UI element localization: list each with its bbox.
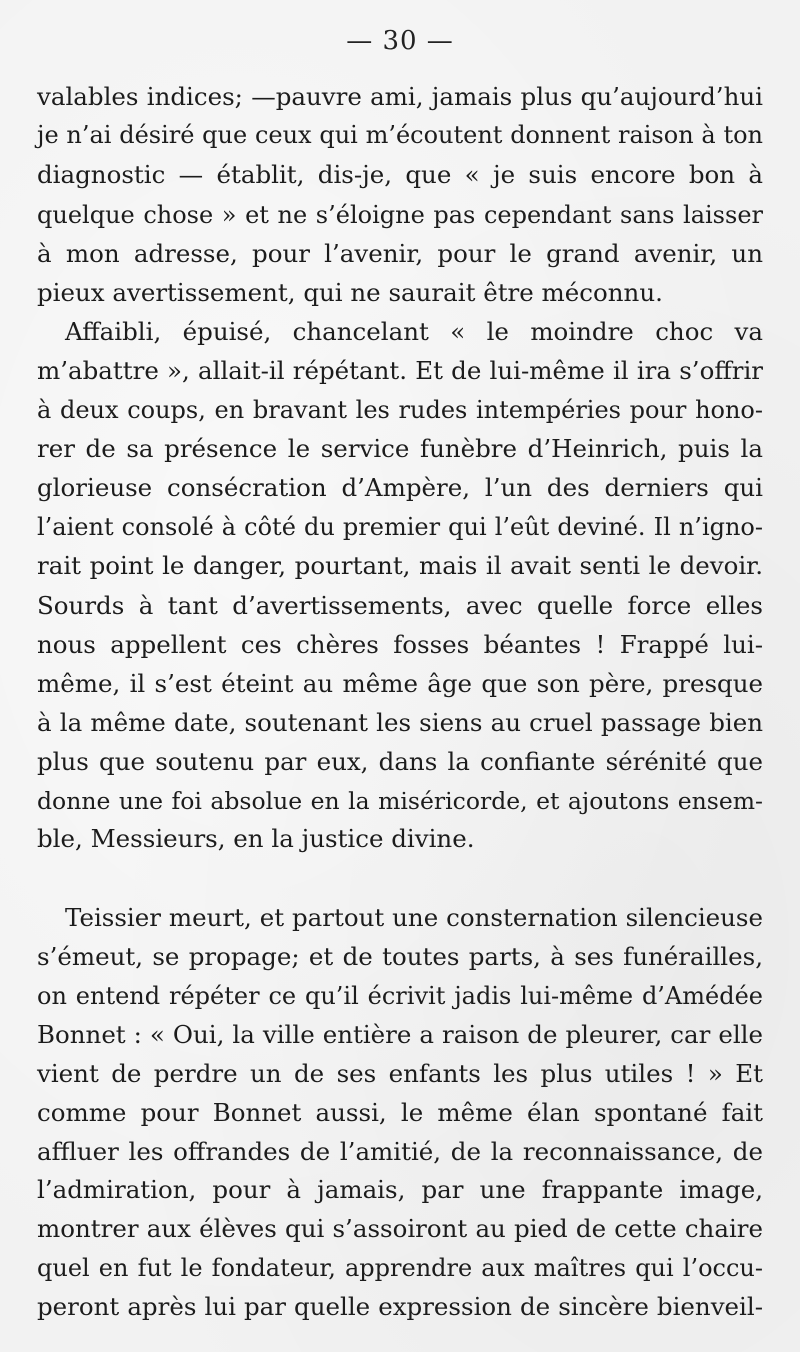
text-line: nous appellent ces chères fosses béantes ! Frappé lui- bbox=[37, 630, 763, 659]
text-line: à la même date, soutenant les siens au cruel passage bien bbox=[37, 708, 763, 737]
text-line: montrer aux élèves qui s’assoiront au pied de cette chaire bbox=[37, 1214, 763, 1243]
text-line: Teissier meurt, et partout une consternation silencieuse bbox=[65, 903, 763, 932]
text-line: affluer les offrandes de l’amitié, de la reconnaissance, de bbox=[37, 1137, 763, 1166]
text-line: glorieuse consécration d’Ampère, l’un des derniers qui bbox=[37, 473, 763, 502]
text-line: même, il s’est éteint au même âge que son père, presque bbox=[37, 669, 763, 698]
text-line: plus que soutenu par eux, dans la confiante sérénité que bbox=[37, 747, 763, 776]
text-line: l’admiration, pour à jamais, par une frappante image, bbox=[37, 1175, 763, 1204]
text-line: m’abattre », allait-il répétant. Et de lui-même il ira s’offrir bbox=[37, 356, 763, 385]
text-line: ble, Messieurs, en la justice divine. bbox=[37, 824, 475, 853]
text-line: quel en fut le fondateur, apprendre aux maîtres qui l’occu- bbox=[37, 1254, 763, 1282]
text-line: valables indices; —pauvre ami, jamais plus qu’aujourd’hui bbox=[37, 82, 763, 111]
text-line: s’émeut, se propage; et de toutes parts, à ses funérailles, bbox=[37, 942, 763, 971]
text-line: quelque chose » et ne s’éloigne pas cependant sans laisser bbox=[37, 201, 763, 229]
text-line: à deux coups, en bravant les rudes intempéries pour hono- bbox=[37, 396, 763, 424]
text-line: Bonnet : « Oui, la ville entière a raison de pleurer, car elle bbox=[37, 1020, 763, 1049]
text-line: peront après lui par quelle expression de sincère bienveil- bbox=[37, 1292, 763, 1321]
text-line: pieux avertissement, qui ne saurait être méconnu. bbox=[37, 278, 663, 307]
page-number: — 30 — bbox=[346, 26, 454, 56]
text-line: on entend répéter ce qu’il écrivit jadis lui-même d’Amédée bbox=[37, 982, 763, 1010]
text-line: rait point le danger, pourtant, mais il avait senti le devoir. bbox=[37, 551, 763, 580]
text-line: Sourds à tant d’avertissements, avec quelle force elles bbox=[37, 591, 763, 620]
text-line: diagnostic — établit, dis-je, que « je suis encore bon à bbox=[37, 160, 763, 189]
text-line: Affaibli, épuisé, chancelant « le moindre choc va bbox=[65, 317, 763, 346]
text-line: l’aient consolé à côté du premier qui l’eût deviné. Il n’igno- bbox=[37, 513, 763, 541]
text-line: à mon adresse, pour l’avenir, pour le grand avenir, un bbox=[37, 239, 763, 268]
text-line: rer de sa présence le service funèbre d’Heinrich, puis la bbox=[37, 434, 763, 463]
text-line: je n’ai désiré que ceux qui m’écoutent donnent raison à ton bbox=[37, 121, 763, 149]
text-line: donne une foi absolue en la miséricorde, et ajoutons ensem- bbox=[37, 787, 763, 815]
text-line: vient de perdre un de ses enfants les plus utiles ! » Et bbox=[37, 1059, 763, 1088]
text-line: comme pour Bonnet aussi, le même élan spontané fait bbox=[37, 1098, 763, 1127]
